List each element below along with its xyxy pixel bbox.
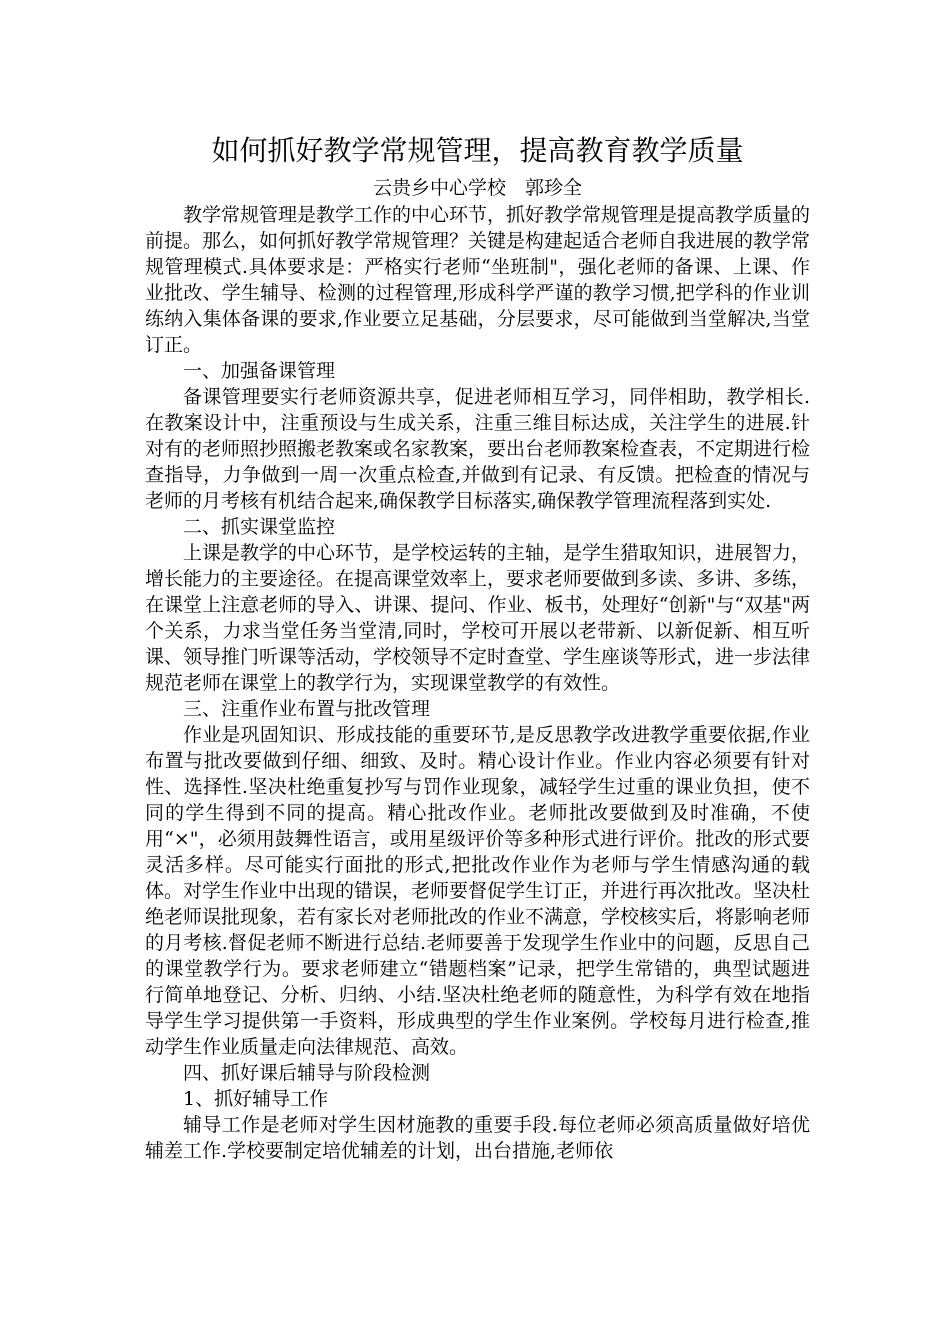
subsection-heading-1: 1、抓好辅导工作: [183, 1088, 329, 1110]
section-paragraph-2: 上课是教学的中心环节，是学校运转的主轴，是学生猎取知识，进展智力，增长能力的主要途径。在提高课堂效率上，要求老师要做到多读、多讲、多练，在课堂上注意老师的导入、讲课、提问、作业、板书，处理好“创新"与“双基"两个关系，力求当堂任务当堂清,同时，学校可开展以老带新、以新促新、相互听课、领导推门听课等活动，学校领导不定时查堂、学生座谈等形式，进一步法律规范老师在课堂上的教学行为，实现课堂教学的有效性。: [145, 542, 811, 694]
section-heading-2: 二、抓实课堂监控: [183, 516, 336, 538]
intro-paragraph: 教学常规管理是教学工作的中心环节，抓好教学常规管理是提高教学质量的前提。那么，如何抓好教学常规管理？关键是构建起适合老师自我进展的教学常规管理模式.具体要求是：严格实行老师“坐班制"，强化老师的备课、上课、作业批改、学生辅导、检测的过程管理,形成科学严谨的教学习惯,把学科的作业训练纳入集体备课的要求,作业要立足基础，分层要求，尽可能做到当堂解决,当堂订正。: [145, 204, 811, 356]
section-heading-3: 三、注重作业布置与批改管理: [183, 698, 431, 720]
section-heading-1: 一、加强备课管理: [183, 360, 336, 382]
document-page: [145, 128, 810, 1164]
document-title: 如何抓好教学常规管理，提高教育教学质量: [211, 134, 744, 167]
section-heading-4: 四、抓好课后辅导与阶段检测: [183, 1062, 431, 1084]
section-paragraph-3: 作业是巩固知识、形成技能的重要环节,是反思教学改进教学重要依据,作业布置与批改要做到仔细、细致、及时。精心设计作业。作业内容必须要有针对性、选择性.坚决杜绝重复抄写与罚作业现象，减轻学生过重的课业负担，使不同的学生得到不同的提高。精心批改作业。老师批改要做到及时准确，不使用“×"，必须用鼓舞性语言，或用星级评价等多种形式进行评价。批改的形式要灵活多样。尽可能实行面批的形式,把批改作业作为老师与学生情感沟通的载体。对学生作业中出现的错误，老师要督促学生订正，并进行再次批改。坚决杜绝老师误批现象，若有家长对老师批改的作业不满意，学校核实后，将影响老师的月考核.督促老师不断进行总结.老师要善于发现学生作业中的问题，反思自己的课堂教学行为。要求老师建立“错题档案”记录，把学生常错的，典型试题进行简单地登记、分析、归纳、小结.坚决杜绝老师的随意性，为科学有效在地指导学生学习提供第一手资料，形成典型的学生作业案例。学校每月进行检查,推动学生作业质量走向法律规范、高效。: [145, 724, 811, 1058]
section-paragraph-1: 备课管理要实行老师资源共享，促进老师相互学习，同伴相助，教学相长.在教案设计中，注重预设与生成关系，注重三维目标达成，关注学生的进展.针对有的老师照抄照搬老教案或名家教案，要出台老师教案检查表，不定期进行检查指导，力争做到一周一次重点检查,并做到有记录、有反馈。把检查的情况与老师的月考核有机结合起来,确保教学目标落实,确保教学管理流程落到实处.: [145, 386, 811, 512]
subsection-paragraph-1: 辅导工作是老师对学生因材施教的重要手段.每位老师必须高质量做好培优辅差工作.学校要制定培优辅差的计划，出台措施,老师依: [145, 1114, 810, 1162]
author-line: 云贵乡中心学校 郭珍全: [372, 177, 582, 199]
